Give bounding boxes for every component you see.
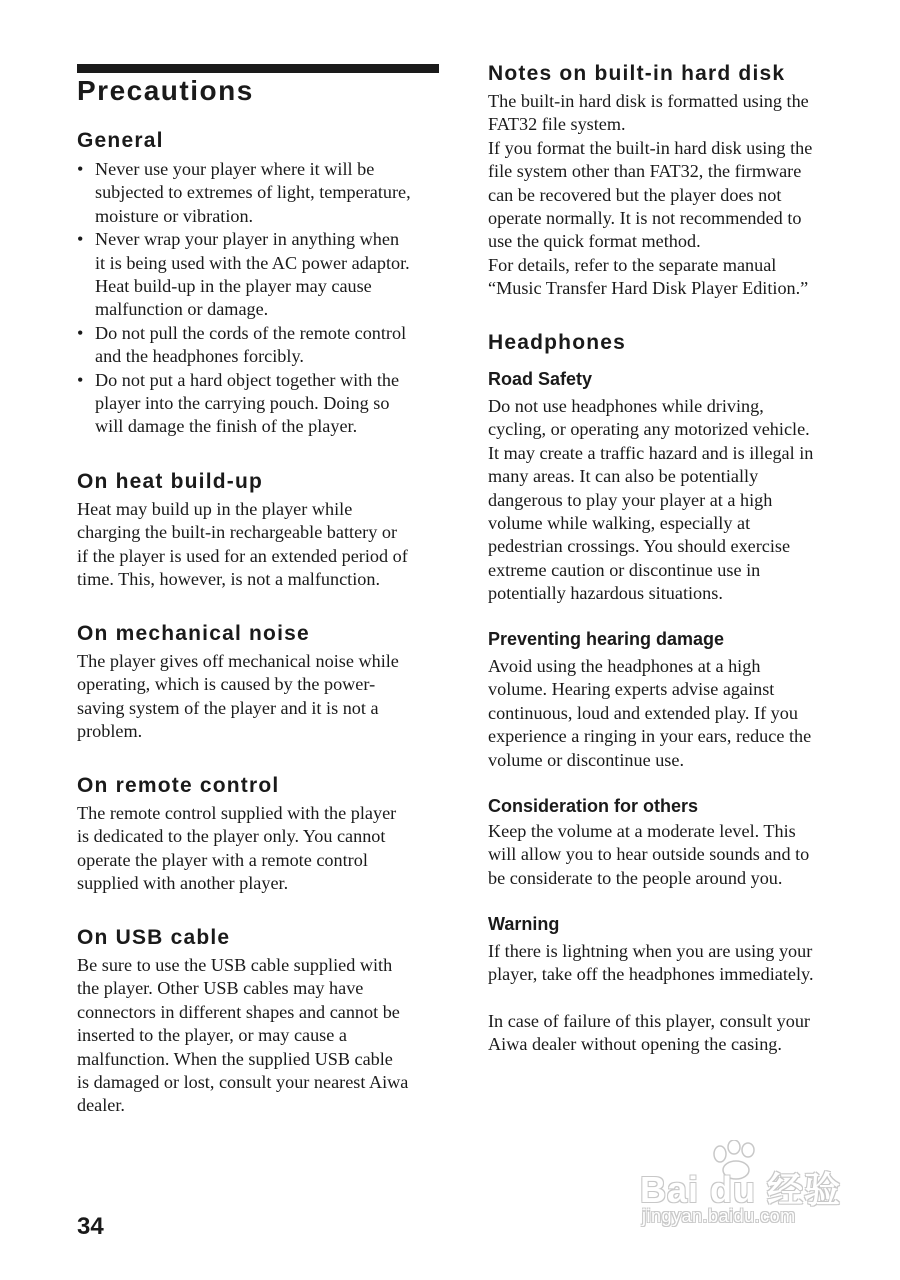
heat-heading: On heat build-up: [77, 470, 264, 493]
bullet-icon: •: [77, 322, 84, 343]
harddisk-paragraph: The built-in hard disk is formatted using the FAT32 file system. If you format the built-in hard disk using the file system other than FAT32, the firmware can be recovered but the player does not operate normally. It is not recommended to use the quick format method. For details, refer to the separate manual “Music Transfer Hard Disk Player Edition.”: [488, 91, 813, 299]
usb-paragraph: Be sure to use the USB cable supplied with the player. Other USB cables may have connectors in different shapes and cannot be inserted to the player, or may cause a malfunction. When the supplied USB cable is damaged or lost, consult your nearest Aiwa dealer.: [77, 955, 409, 1116]
bullet-icon: •: [77, 229, 84, 250]
general-bullet-list: [77, 158, 439, 439]
others-heading: Consideration for others: [488, 796, 699, 816]
list-item: • Do not put a hard object together with the player into the carrying pouch. Doing so will damage the finish of the player.: [77, 369, 400, 437]
warning-paragraph: If there is lightning when you are using your player, take off the headphones immediately.: [488, 941, 814, 985]
bullet-icon: •: [77, 369, 84, 390]
harddisk-heading: Notes on built-in hard disk: [488, 62, 786, 85]
road-safety-heading: Road Safety: [488, 369, 593, 389]
remote-heading: On remote control: [77, 774, 280, 797]
title-rule: [77, 64, 439, 73]
page-title: Precautions: [77, 75, 254, 106]
headphones-heading: Headphones: [488, 331, 627, 354]
general-heading: General: [77, 129, 164, 152]
page-number: 34: [77, 1213, 104, 1240]
hearing-paragraph: Avoid using the headphones at a high volume. Hearing experts advise against continuous, loud and extended play. If you experience a ringing in your ears, reduce the volume or discontinue use.: [488, 656, 812, 770]
bullet-icon: •: [77, 159, 84, 179]
failure-paragraph: In case of failure of this player, consult your Aiwa dealer without opening the casing.: [488, 1011, 810, 1055]
noise-heading: On mechanical noise: [77, 622, 310, 645]
watermark-url: jingyan.baidu.com: [642, 1206, 796, 1226]
warning-heading: Warning: [488, 914, 560, 934]
road-safety-paragraph: Do not use headphones while driving, cycling, or operating any motorized vehicle. It may create a traffic hazard and is illegal in many areas. It can also be potentially dangerous to play your player at a high volume while walking, especially at pedestrian crossings. You should exercise extreme caution or discontinue use in potentially hazardous situations.: [488, 396, 814, 604]
list-item: • Do not pull the cords of the remote control and the headphones forcibly.: [77, 322, 407, 367]
baidu-watermark: [640, 1140, 850, 1240]
heat-paragraph: Heat may build up in the player while charging the built-in rechargeable battery or if the player is used for an extended period of time. This, however, is not a malfunction.: [77, 499, 408, 590]
hearing-heading: Preventing hearing damage: [488, 629, 725, 649]
noise-paragraph: The player gives off mechanical noise while operating, which is caused by the power- saving system of the player and it is not a problem.: [77, 651, 399, 742]
others-paragraph: Keep the volume at a moderate level. This will allow you to hear outside sounds and to be considerate to the people around you.: [488, 821, 810, 888]
usb-heading: On USB cable: [77, 926, 231, 949]
list-item: • Never use your player where it will be subjected to extremes of light, temperature, moisture or vibration.: [77, 159, 411, 226]
list-item: • Never wrap your player in anything when it is being used with the AC power adaptor. Heat build-up in the player may cause malfunction or damage.: [77, 229, 410, 320]
watermark-logo: Bai du 经验: [640, 1169, 842, 1210]
remote-paragraph: The remote control supplied with the player is dedicated to the player only. You cannot operate the player with a remote control supplied with another player.: [77, 803, 397, 894]
